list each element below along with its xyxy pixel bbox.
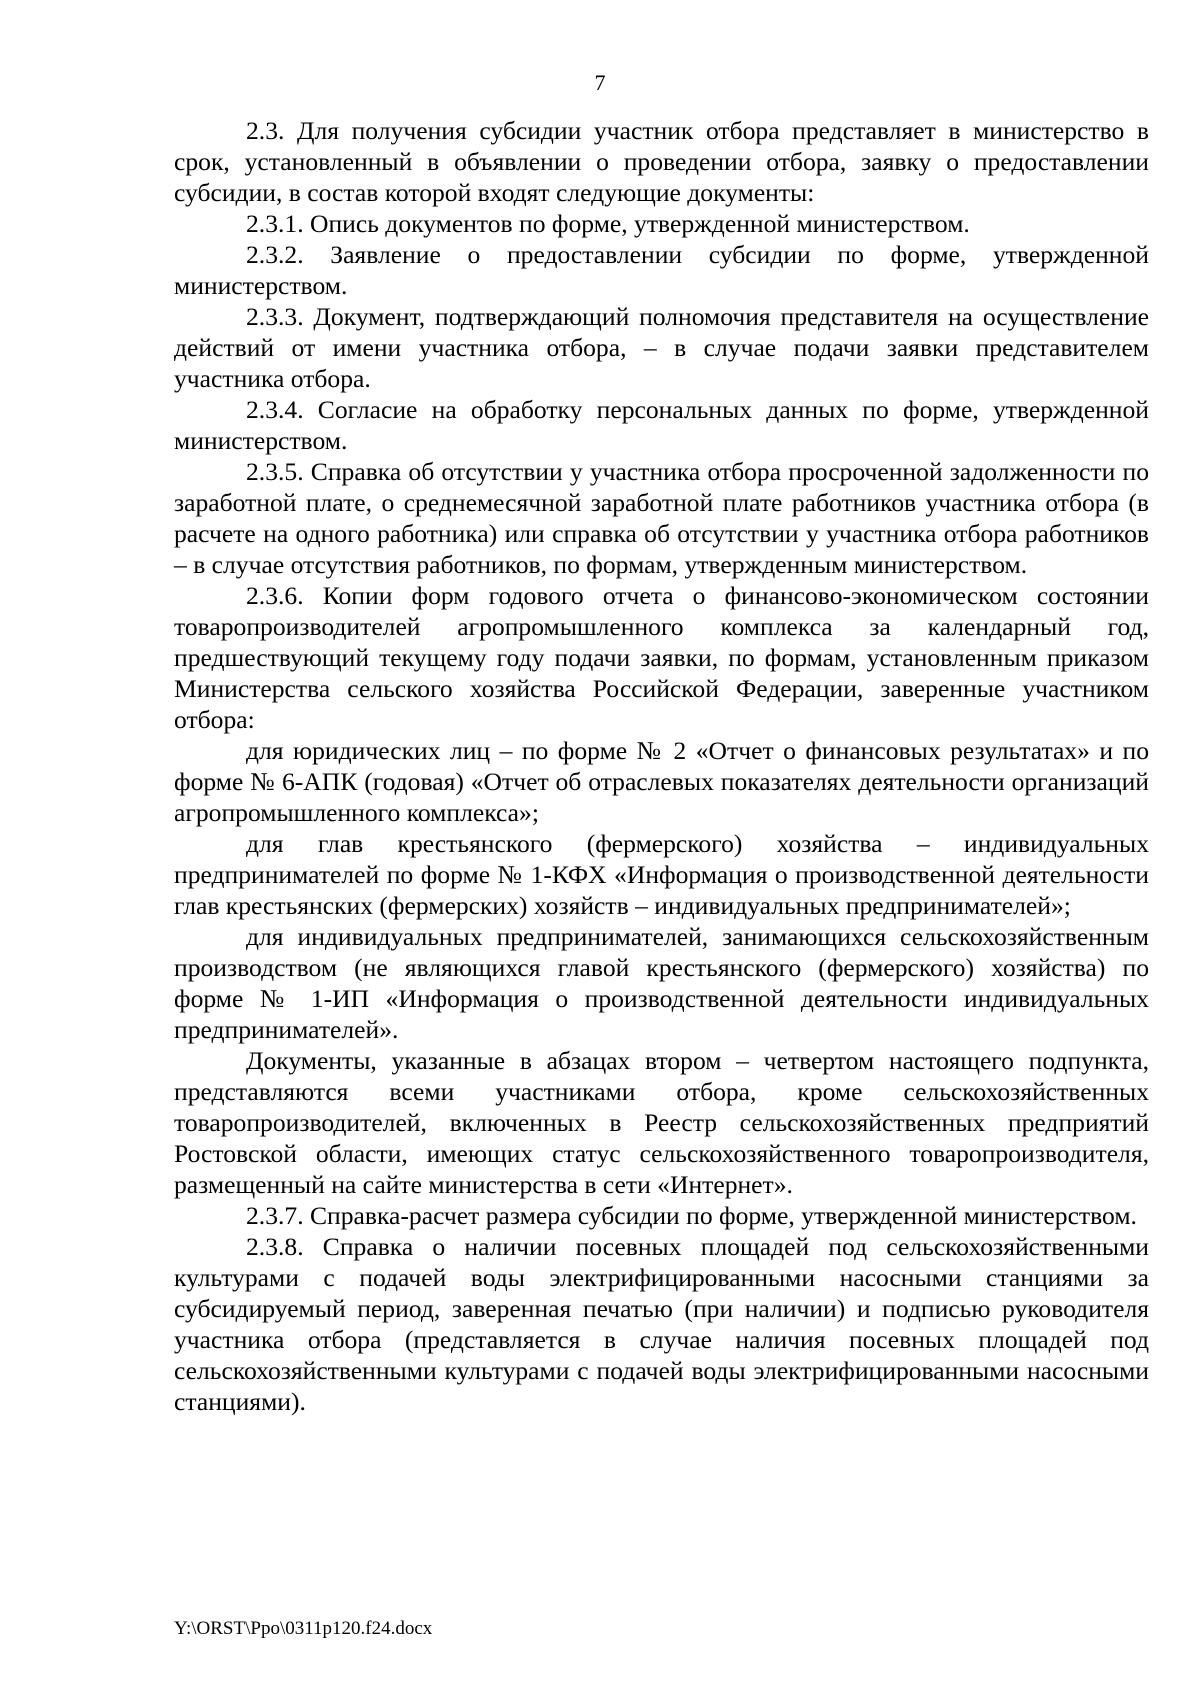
paragraph-2-3-5: 2.3.5. Справка об отсутствии у участника отбора просроченной задолженности по заработной плате, о среднемесячной заработной плате работников участника отбора (в расчете на одного работника) или справка об отсутствии у участника отбора работников – в случае отсутствия работников, по формам, утвержденным министерством. [174,457,1149,579]
paragraph-documents-note: Документы, указанные в абзацах втором – четвертом настоящего подпункта, представляются всеми участниками отбора, кроме сельскохозяйственных товаропроизводителей, включенных в Реестр сельскохозяйственных предприятий Ростовской области, имеющих статус сельскохозяйственного товаропроизводителя, размещенный на сайте министерства в сети «Интернет». [174,1046,1149,1199]
paragraph-legal-entities: для юридических лиц – по форме № 2 «Отчет о финансовых результатах» и по форме № 6-АПК (годовая) «Отчет об отраслевых показателях деятельности организаций агропромышленного комплекса»; [174,736,1149,827]
paragraph-farm-heads: для глав крестьянского (фермерского) хозяйства – индивидуальных предпринимателей по форме № 1-КФХ «Информация о производственной деятельности глав крестьянских (фермерских) хозяйств – индивидуальных предпринимателей»; [174,829,1149,920]
paragraph-individual-entrepreneurs: для индивидуальных предпринимателей, занимающихся сельскохозяйственным производством (не являющихся главой крестьянского (фермерского) хозяйства) по форме № 1-ИП «Информация о производственной деятельности индивидуальных предпринимателей». [174,922,1149,1044]
paragraph-2-3-3: 2.3.3. Документ, подтверждающий полномочия представителя на осуществление действий от имени участника отбора, – в случае подачи заявки представителем участника отбора. [174,302,1149,393]
paragraph-2-3: 2.3. Для получения субсидии участник отбора представляет в министерство в срок, установленный в объявлении о проведении отбора, заявку о предоставлении субсидии, в состав которой входят следующие документы: [174,116,1149,207]
paragraph-2-3-7: 2.3.7. Справка-расчет размера субсидии по форме, утвержденной министерством. [246,1201,1137,1230]
document-body [174,115,1149,1417]
footer-file-path: Y:\ORST\Ppo\0311p120.f24.docx [174,1618,433,1639]
page-number: 7 [594,70,606,95]
paragraph-2-3-2: 2.3.2. Заявление о предоставлении субсидии по форме, утвержденной министерством. [174,240,1149,300]
paragraph-2-3-6: 2.3.6. Копии форм годового отчета о финансово-экономическом состоянии товаропроизводителей агропромышленного комплекса за календарный год, предшествующий текущему году подачи заявки, по формам, установленным приказом Министерства сельского хозяйства Российской Федерации, заверенные участником отбора: [174,581,1149,734]
paragraph-2-3-8: 2.3.8. Справка о наличии посевных площадей под сельскохозяйственными культурами с подачей воды электрифицированными насосными станциями за субсидируемый период, заверенная печатью (при наличии) и подписью руководителя участника отбора (представляется в случае наличия посевных площадей под сельскохозяйственными культурами с подачей воды электрифицированными насосными станциями). [174,1232,1149,1416]
paragraph-2-3-4: 2.3.4. Согласие на обработку персональных данных по форме, утвержденной министерством. [174,395,1149,455]
paragraph-2-3-1: 2.3.1. Опись документов по форме, утвержденной министерством. [246,209,970,238]
